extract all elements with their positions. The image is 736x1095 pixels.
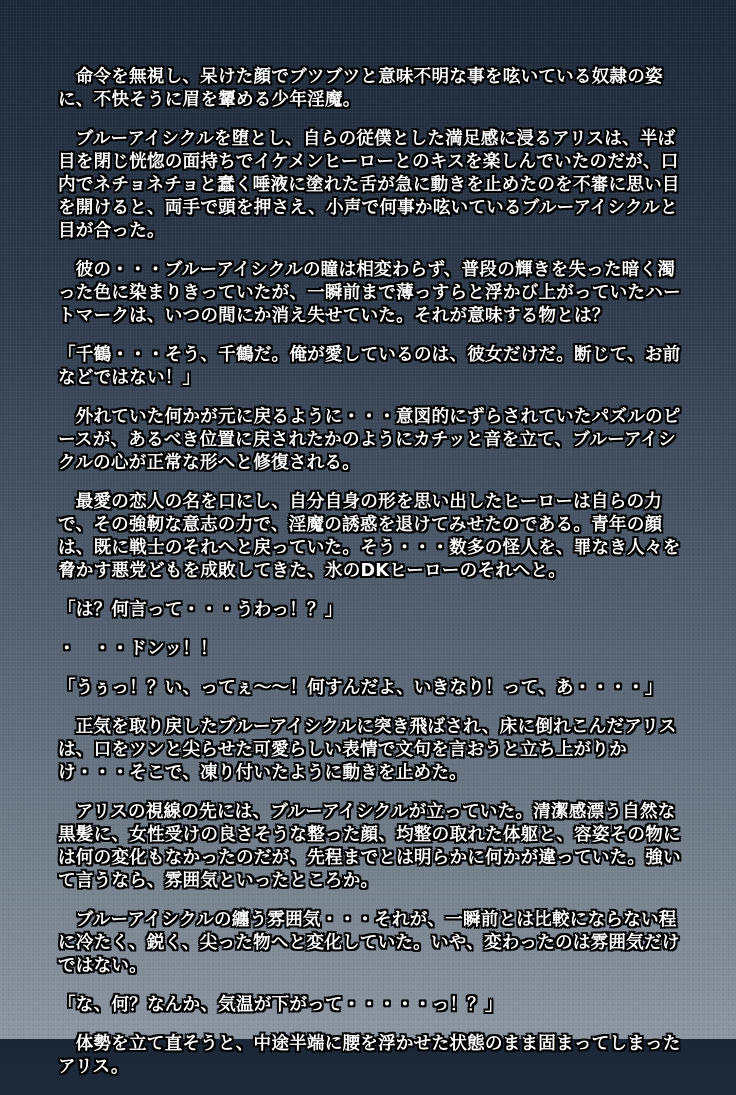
paragraph-9: 体勢を立て直そうと、中途半端に腰を浮かせた状態のまま固まってしまったアリス。 <box>58 1034 681 1077</box>
story-text-page <box>58 66 684 1095</box>
dialogue-2: 「は？何言って・・・うわっ！？」 <box>58 600 343 620</box>
sound-effect: ・ ・・ドンッ！！ <box>58 639 218 659</box>
dialogue-4: 「な、何？なんか、気温が下がって・・・・・っ！？」 <box>58 995 503 1015</box>
paragraph-3: 彼の・・・ブルーアイシクルの瞳は相変わらず、普段の輝きを失った暗く濁った色に染まりきっていたが、一瞬前まで薄っすらと浮かび上がっていたハートマークは、いつの間にか消え失せていた。それが意味する物とは？ <box>58 260 681 326</box>
paragraph-8: ブルーアイシクルの纏う雰囲気・・・それが、一瞬前とは比較にならない程に冷たく、鋭く、尖った物へと変化していた。いや、変わったのは雰囲気だけではない。 <box>58 910 680 976</box>
paragraph-7: アリスの視線の先には、ブルーアイシクルが立っていた。清潔感漂う自然な黒髪に、女性受けの良さそうな整った顔、均整の取れた体躯と、容姿その物には何の変化もなかったのだが、先程までとは明らかに何かが違っていた。強いて言うなら、雰囲気といったところか。 <box>58 802 681 891</box>
dialogue-1: 「千鶴・・・そう、千鶴だ。俺が愛しているのは、彼女だけだ。断じて、お前などではない！」 <box>58 345 681 388</box>
paragraph-4: 外れていた何かが元に戻るように・・・意図的にずらされていたパズルのピースが、あるべき位置に戻されたかのようにカチッと音を立て、ブルーアイシクルの心が正常な形へと修復される。 <box>58 407 681 473</box>
paragraph-5: 最愛の恋人の名を口にし、自分自身の形を思い出したヒーローは自らの力で、その強靭な意志の力で、淫魔の誘惑を退けてみせたのである。青年の顔は、既に戦士のそれへと戻っていた。そう・・・数多の怪人を、罪なき人々を脅かす悪党どもを成敗してきた、氷のDKヒーローのそれへと。 <box>58 492 681 581</box>
paragraph-6: 正気を取り戻したブルーアイシクルに突き飛ばされ、床に倒れこんだアリスは、口をツンと尖らせた可愛らしい表情で文句を言おうと立ち上がりかけ・・・そこで、凍り付いたように動きを止めた。 <box>58 717 677 783</box>
paragraph-1: 命令を無視し、呆けた顔でブツブツと意味不明な事を呟いている奴隷の姿に、不快そうに眉を顰める少年淫魔。 <box>58 67 663 110</box>
dialogue-3: 「うぅっ！？い、ってぇ～～！何すんだよ、いきなり！って、あ・・・・」 <box>58 678 663 698</box>
paragraph-2: ブルーアイシクルを堕とし、自らの従僕とした満足感に浸るアリスは、半ば目を閉じ恍惚の面持ちでイケメンヒーローとのキスを楽しんでいたのだが、口内でネチョネチョと蠢く唾液に塗れた舌が急に動きを止めたのを不審に思い目を開けると、両手で頭を押さえ、小声で何事か呟いているブルーアイシクルと目が合った。 <box>58 129 680 241</box>
